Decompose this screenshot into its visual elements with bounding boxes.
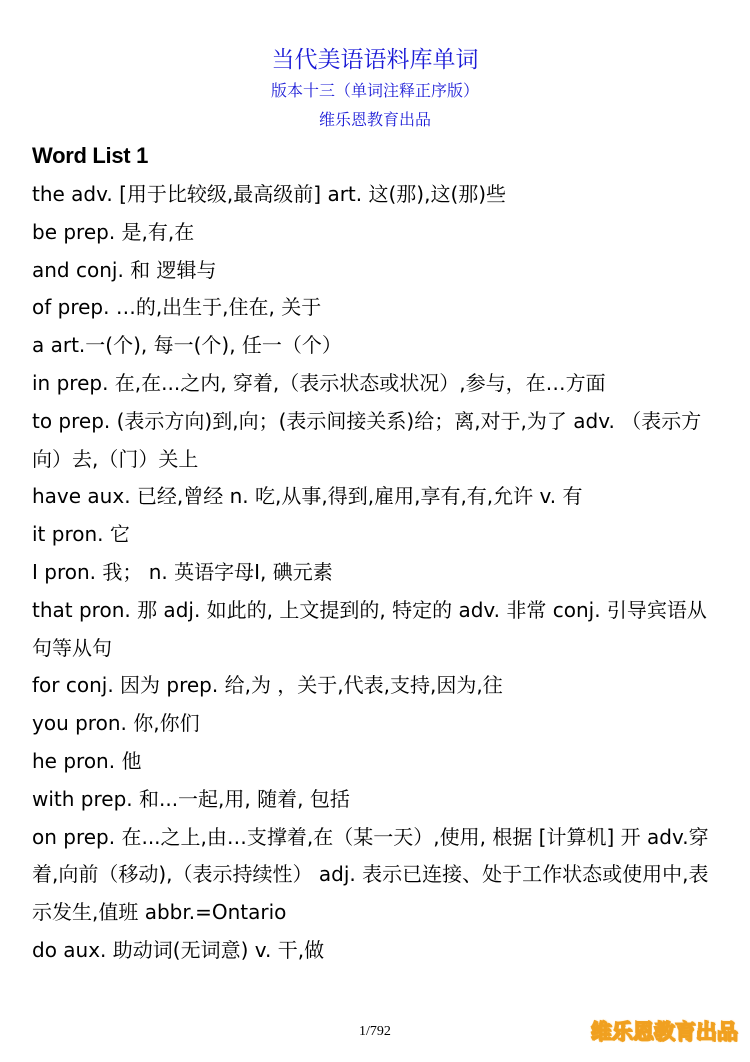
document-subtitle: 版本十三（单词注释正序版） [270, 81, 479, 100]
word-entry: of prep. …的,出生于,住在, 关于 [32, 295, 322, 320]
word-entry: have aux. 已经,曾经 n. 吃,从事,得到,雇用,享有,有,允许 v. 有 [32, 484, 583, 509]
word-entry: a art.一(个), 每一(个), 任一（个） [32, 333, 342, 358]
word-entry: on prep. 在...之上,由…支撑着,在（某一天）,使用, 根据 [计算机] 开 adv.穿着,向前（移动),（表示持续性） adj. 表示已连接、处于工作状态或使用中,表示发生,值班 abbr.=Ontario [32, 824, 709, 925]
word-entry: do aux. 助动词(无词意) v. 干,做 [32, 937, 325, 962]
word-entry: you pron. 你,你们 [32, 711, 200, 736]
word-entry: to prep. (表示方向)到,向；(表示间接关系)给；离,对于,为了 adv. （表示方向）去,（门）关上 [32, 408, 702, 471]
watermark-logo: 维乐恩教育出品 [591, 1020, 738, 1044]
publisher-line: 维乐恩教育出品 [318, 110, 431, 129]
word-entry: it pron. 它 [32, 522, 130, 547]
word-entry: he pron. 他 [32, 748, 142, 773]
word-entry: in prep. 在,在...之内, 穿着,（表示状态或状况）,参与，在…方面 [32, 370, 606, 395]
word-list-heading: Word List 1 [32, 143, 149, 168]
document-title: 当代美语语料库单词 [271, 47, 479, 73]
page-number: 1/792 [359, 1024, 391, 1039]
word-entry: the adv. [用于比较级,最高级前] art. 这(那),这(那)些 [32, 182, 507, 206]
word-entry: I pron. 我； n. 英语字母I, 碘元素 [32, 559, 333, 584]
word-entry: for conj. 因为 prep. 给,为 ，关于,代表,支持,因为,往 [32, 673, 503, 698]
word-entry: be prep. 是,有,在 [32, 219, 195, 244]
word-entry: and conj. 和 逻辑与 [32, 257, 217, 282]
word-entry: with prep. 和...一起,用, 随着, 包括 [32, 786, 350, 811]
word-entry: that pron. 那 adj. 如此的, 上文提到的, 特定的 adv. 非常 conj. 引导宾语从句等从句 [32, 597, 707, 660]
word-entries [32, 176, 722, 970]
